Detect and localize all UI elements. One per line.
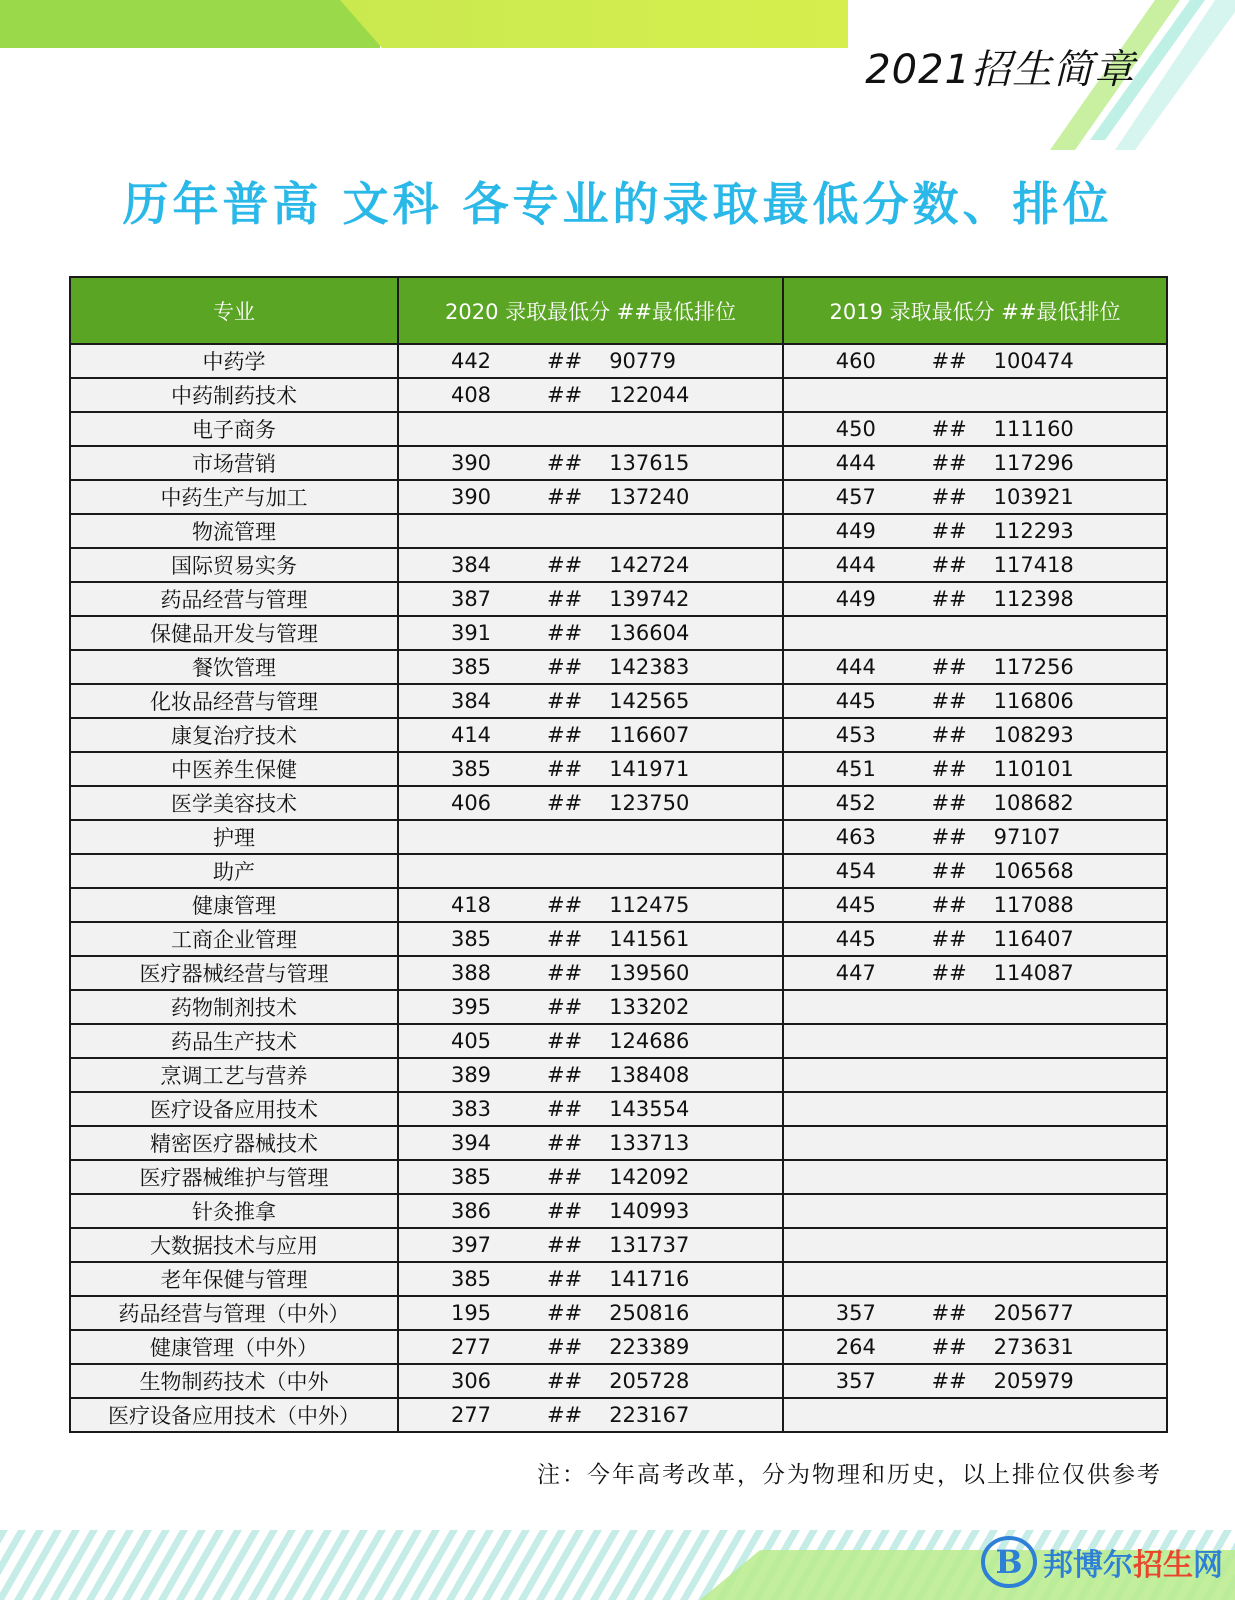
y2020-cell	[398, 854, 783, 888]
separator: ##	[547, 621, 583, 645]
y2020-cell	[398, 1194, 783, 1228]
y2020-cell	[398, 1058, 783, 1092]
separator: ##	[931, 451, 967, 475]
major-name-cell: 医疗器械维护与管理	[70, 1160, 398, 1194]
separator: ##	[547, 1403, 583, 1427]
separator: ##	[931, 689, 967, 713]
min-rank: 110101	[993, 757, 1074, 781]
logo-letter: B	[995, 1543, 1023, 1581]
y2020-cell	[398, 378, 783, 412]
min-score: 442	[450, 349, 492, 373]
min-rank: 123750	[609, 791, 690, 815]
y2020-cell	[398, 480, 783, 514]
separator: ##	[547, 1199, 583, 1223]
min-rank: 205979	[993, 1369, 1074, 1393]
separator: ##	[931, 1301, 967, 1325]
y2019-cell	[783, 1398, 1167, 1432]
major-name-cell: 健康管理	[70, 888, 398, 922]
separator: ##	[931, 791, 967, 815]
major-name-cell: 中药制药技术	[70, 378, 398, 412]
major-name-cell: 市场营销	[70, 446, 398, 480]
separator: ##	[931, 1335, 967, 1359]
y2019-cell	[783, 922, 1167, 956]
min-rank: 139560	[609, 961, 690, 985]
y2019-cell	[783, 786, 1167, 820]
y2019-cell	[783, 820, 1167, 854]
footnote: 注：今年高考改革，分为物理和历史，以上排位仅供参考	[537, 1462, 1162, 1488]
min-score: 388	[450, 961, 492, 985]
separator: ##	[547, 383, 583, 407]
table-row	[70, 922, 1167, 956]
min-rank: 108682	[993, 791, 1074, 815]
y2019-cell	[783, 718, 1167, 752]
separator: ##	[547, 927, 583, 951]
table-row	[70, 480, 1167, 514]
table-row	[70, 1092, 1167, 1126]
y2019-cell	[783, 514, 1167, 548]
y2020-cell	[398, 956, 783, 990]
major-name-cell: 生物制药技术（中外	[70, 1364, 398, 1398]
min-rank: 133202	[609, 995, 690, 1019]
separator: ##	[931, 859, 967, 883]
table-row	[70, 820, 1167, 854]
y2020-cell	[398, 412, 783, 446]
min-rank: 116607	[609, 723, 690, 747]
y2020-cell	[398, 1126, 783, 1160]
y2019-cell	[783, 616, 1167, 650]
y2019-cell	[783, 1194, 1167, 1228]
y2019-cell	[783, 548, 1167, 582]
min-score: 195	[450, 1301, 492, 1325]
table-row	[70, 548, 1167, 582]
major-name-cell: 国际贸易实务	[70, 548, 398, 582]
separator: ##	[931, 961, 967, 985]
min-rank: 112293	[993, 519, 1074, 543]
separator: ##	[547, 791, 583, 815]
min-rank: 250816	[609, 1301, 690, 1325]
min-rank: 131737	[609, 1233, 690, 1257]
table-row	[70, 956, 1167, 990]
separator: ##	[931, 723, 967, 747]
min-rank: 142383	[609, 655, 690, 679]
separator: ##	[547, 655, 583, 679]
header-major: 专业	[70, 277, 398, 344]
table-row	[70, 786, 1167, 820]
min-rank: 141561	[609, 927, 690, 951]
y2020-cell	[398, 616, 783, 650]
y2020-cell	[398, 990, 783, 1024]
admission-score-table	[69, 276, 1168, 1433]
y2020-cell	[398, 344, 783, 378]
table-row	[70, 1228, 1167, 1262]
min-score: 385	[450, 1267, 492, 1291]
table-row	[70, 446, 1167, 480]
min-score: 385	[450, 927, 492, 951]
min-rank: 117418	[993, 553, 1074, 577]
major-name-cell: 药物制剂技术	[70, 990, 398, 1024]
major-name-cell: 物流管理	[70, 514, 398, 548]
major-name-cell: 医学美容技术	[70, 786, 398, 820]
y2019-cell	[783, 1364, 1167, 1398]
min-score: 395	[450, 995, 492, 1019]
min-rank: 142724	[609, 553, 690, 577]
y2020-cell	[398, 1228, 783, 1262]
min-score: 451	[835, 757, 876, 781]
separator: ##	[931, 587, 967, 611]
major-name-cell: 中药学	[70, 344, 398, 378]
separator: ##	[547, 1131, 583, 1155]
major-name-cell: 针灸推拿	[70, 1194, 398, 1228]
table-row	[70, 412, 1167, 446]
min-rank: 139742	[609, 587, 690, 611]
min-rank: 133713	[609, 1131, 690, 1155]
table-row	[70, 990, 1167, 1024]
min-rank: 108293	[993, 723, 1074, 747]
min-score: 383	[450, 1097, 492, 1121]
y2019-cell	[783, 1160, 1167, 1194]
min-score: 460	[835, 349, 876, 373]
separator: ##	[547, 1063, 583, 1087]
major-name-cell: 电子商务	[70, 412, 398, 446]
y2020-cell	[398, 1092, 783, 1126]
table-row	[70, 1364, 1167, 1398]
min-score: 405	[450, 1029, 492, 1053]
table-row	[70, 582, 1167, 616]
min-rank: 124686	[609, 1029, 690, 1053]
y2019-cell	[783, 344, 1167, 378]
min-score: 445	[835, 893, 876, 917]
separator: ##	[931, 349, 967, 373]
table-row	[70, 888, 1167, 922]
y2019-cell	[783, 650, 1167, 684]
min-score: 384	[450, 553, 492, 577]
separator: ##	[931, 519, 967, 543]
watermark-text-tail: 网	[1193, 1548, 1223, 1583]
y2019-cell	[783, 956, 1167, 990]
min-score: 389	[450, 1063, 492, 1087]
separator: ##	[547, 1233, 583, 1257]
min-rank: 112398	[993, 587, 1074, 611]
y2020-cell	[398, 1398, 783, 1432]
min-rank: 111160	[993, 417, 1074, 441]
y2020-cell	[398, 446, 783, 480]
major-name-cell: 化妆品经营与管理	[70, 684, 398, 718]
table-row	[70, 514, 1167, 548]
y2019-cell	[783, 1092, 1167, 1126]
y2019-cell	[783, 412, 1167, 446]
b-logo-icon	[981, 1534, 1037, 1590]
min-rank: 116407	[993, 927, 1074, 951]
min-score: 447	[835, 961, 876, 985]
major-name-cell: 精密医疗器械技术	[70, 1126, 398, 1160]
separator: ##	[547, 757, 583, 781]
min-score: 457	[835, 485, 876, 509]
major-name-cell: 护理	[70, 820, 398, 854]
y2020-cell	[398, 1296, 783, 1330]
min-score: 264	[835, 1335, 876, 1359]
table-row	[70, 1296, 1167, 1330]
y2019-cell	[783, 854, 1167, 888]
min-score: 387	[450, 587, 492, 611]
site-watermark	[981, 1534, 1223, 1590]
table-row	[70, 616, 1167, 650]
min-rank: 223167	[609, 1403, 690, 1427]
min-score: 444	[835, 655, 876, 679]
y2019-cell	[783, 1262, 1167, 1296]
separator: ##	[931, 553, 967, 577]
y2020-cell	[398, 684, 783, 718]
y2019-cell	[783, 684, 1167, 718]
min-rank: 114087	[993, 961, 1074, 985]
y2019-cell	[783, 990, 1167, 1024]
min-score: 450	[835, 417, 876, 441]
y2020-cell	[398, 718, 783, 752]
table-row	[70, 1058, 1167, 1092]
min-score: 454	[835, 859, 876, 883]
separator: ##	[547, 689, 583, 713]
major-name-cell: 医疗设备应用技术	[70, 1092, 398, 1126]
min-score: 449	[835, 519, 876, 543]
y2019-cell	[783, 1296, 1167, 1330]
min-rank: 106568	[993, 859, 1074, 883]
separator: ##	[931, 825, 967, 849]
table-row	[70, 854, 1167, 888]
min-score: 444	[835, 553, 876, 577]
min-rank: 223389	[609, 1335, 690, 1359]
min-rank: 103921	[993, 485, 1074, 509]
min-rank: 141716	[609, 1267, 690, 1291]
min-rank: 117296	[993, 451, 1074, 475]
min-score: 357	[835, 1301, 876, 1325]
min-score: 406	[450, 791, 492, 815]
separator: ##	[931, 893, 967, 917]
separator: ##	[547, 1097, 583, 1121]
y2019-cell	[783, 1330, 1167, 1364]
min-rank: 142092	[609, 1165, 690, 1189]
table-row	[70, 378, 1167, 412]
table-row	[70, 1398, 1167, 1432]
separator: ##	[547, 893, 583, 917]
table-row	[70, 344, 1167, 378]
min-score: 385	[450, 655, 492, 679]
min-rank: 137240	[609, 485, 690, 509]
separator: ##	[547, 1165, 583, 1189]
separator: ##	[547, 1029, 583, 1053]
min-score: 391	[450, 621, 492, 645]
table-row	[70, 1160, 1167, 1194]
separator: ##	[547, 485, 583, 509]
table-row	[70, 1330, 1167, 1364]
separator: ##	[547, 995, 583, 1019]
min-score: 385	[450, 1165, 492, 1189]
major-name-cell: 药品经营与管理（中外）	[70, 1296, 398, 1330]
brochure-year-title: 2021招生简章	[865, 47, 1135, 93]
min-score: 394	[450, 1131, 492, 1155]
min-score: 444	[835, 451, 876, 475]
min-rank: 90779	[609, 349, 676, 373]
y2020-cell	[398, 820, 783, 854]
min-score: 452	[835, 791, 876, 815]
y2020-cell	[398, 1160, 783, 1194]
table-row	[70, 1194, 1167, 1228]
min-score: 385	[450, 757, 492, 781]
min-rank: 205728	[609, 1369, 690, 1393]
separator: ##	[547, 1369, 583, 1393]
min-rank: 143554	[609, 1097, 690, 1121]
y2019-cell	[783, 1228, 1167, 1262]
header-2019: 2019 录取最低分 ##最低排位	[783, 277, 1167, 344]
major-name-cell: 烹调工艺与营养	[70, 1058, 398, 1092]
min-score: 397	[450, 1233, 492, 1257]
separator: ##	[547, 961, 583, 985]
min-rank: 100474	[993, 349, 1074, 373]
y2020-cell	[398, 888, 783, 922]
y2019-cell	[783, 446, 1167, 480]
y2020-cell	[398, 582, 783, 616]
separator: ##	[547, 723, 583, 747]
min-rank: 205677	[993, 1301, 1074, 1325]
min-score: 384	[450, 689, 492, 713]
min-score: 390	[450, 485, 492, 509]
min-rank: 117088	[993, 893, 1074, 917]
top-color-band	[0, 0, 848, 48]
min-rank: 116806	[993, 689, 1074, 713]
major-name-cell: 餐饮管理	[70, 650, 398, 684]
y2019-cell	[783, 888, 1167, 922]
watermark-text-blue: 邦博尔	[1043, 1548, 1133, 1583]
y2020-cell	[398, 548, 783, 582]
min-score: 357	[835, 1369, 876, 1393]
min-score: 453	[835, 723, 876, 747]
min-score: 418	[450, 893, 492, 917]
page-title: 历年普高 文科 各专业的录取最低分数、排位	[122, 177, 1113, 231]
table-row	[70, 684, 1167, 718]
min-score: 390	[450, 451, 492, 475]
y2019-cell	[783, 480, 1167, 514]
separator: ##	[547, 1335, 583, 1359]
y2020-cell	[398, 1024, 783, 1058]
min-rank: 97107	[993, 825, 1061, 849]
major-name-cell: 助产	[70, 854, 398, 888]
table-row	[70, 1126, 1167, 1160]
y2019-cell	[783, 582, 1167, 616]
major-name-cell: 康复治疗技术	[70, 718, 398, 752]
min-rank: 112475	[609, 893, 690, 917]
separator: ##	[931, 757, 967, 781]
separator: ##	[931, 1369, 967, 1393]
separator: ##	[547, 553, 583, 577]
watermark-text-red: 招生	[1133, 1548, 1193, 1583]
min-score: 386	[450, 1199, 492, 1223]
header-2020: 2020 录取最低分 ##最低排位	[398, 277, 783, 344]
major-name-cell: 中药生产与加工	[70, 480, 398, 514]
y2019-cell	[783, 1126, 1167, 1160]
min-rank: 142565	[609, 689, 690, 713]
y2020-cell	[398, 650, 783, 684]
separator: ##	[547, 1267, 583, 1291]
min-rank: 117256	[993, 655, 1074, 679]
min-rank: 122044	[609, 383, 690, 407]
major-name-cell: 药品生产技术	[70, 1024, 398, 1058]
min-score: 445	[835, 689, 876, 713]
major-name-cell: 大数据技术与应用	[70, 1228, 398, 1262]
min-score: 306	[450, 1369, 492, 1393]
y2020-cell	[398, 786, 783, 820]
top-band-green	[0, 0, 380, 48]
min-rank: 141971	[609, 757, 690, 781]
table-header-row	[70, 277, 1167, 344]
separator: ##	[931, 417, 967, 441]
min-score: 414	[450, 723, 492, 747]
y2020-cell	[398, 1364, 783, 1398]
min-rank: 273631	[993, 1335, 1074, 1359]
y2019-cell	[783, 378, 1167, 412]
y2020-cell	[398, 1330, 783, 1364]
table-row	[70, 1024, 1167, 1058]
y2019-cell	[783, 1058, 1167, 1092]
major-name-cell: 药品经营与管理	[70, 582, 398, 616]
min-score: 445	[835, 927, 876, 951]
min-score: 408	[450, 383, 492, 407]
y2019-cell	[783, 1024, 1167, 1058]
y2020-cell	[398, 1262, 783, 1296]
separator: ##	[931, 485, 967, 509]
min-score: 277	[450, 1403, 492, 1427]
y2019-cell	[783, 752, 1167, 786]
major-name-cell: 老年保健与管理	[70, 1262, 398, 1296]
table-row	[70, 718, 1167, 752]
min-score: 277	[450, 1335, 492, 1359]
separator: ##	[931, 927, 967, 951]
major-name-cell: 工商企业管理	[70, 922, 398, 956]
min-score: 463	[835, 825, 876, 849]
table-row	[70, 752, 1167, 786]
separator: ##	[547, 349, 583, 373]
min-rank: 140993	[609, 1199, 690, 1223]
separator: ##	[547, 451, 583, 475]
y2020-cell	[398, 514, 783, 548]
min-rank: 136604	[609, 621, 690, 645]
separator: ##	[547, 587, 583, 611]
min-rank: 137615	[609, 451, 690, 475]
watermark-text	[1043, 1540, 1223, 1584]
top-band-lime	[340, 0, 848, 48]
separator: ##	[547, 1301, 583, 1325]
table-row	[70, 650, 1167, 684]
major-name-cell: 健康管理（中外）	[70, 1330, 398, 1364]
separator: ##	[931, 655, 967, 679]
table-row	[70, 1262, 1167, 1296]
major-name-cell: 保健品开发与管理	[70, 616, 398, 650]
y2020-cell	[398, 752, 783, 786]
major-name-cell: 医疗器械经营与管理	[70, 956, 398, 990]
major-name-cell: 中医养生保健	[70, 752, 398, 786]
major-name-cell: 医疗设备应用技术（中外）	[70, 1398, 398, 1432]
min-rank: 138408	[609, 1063, 690, 1087]
min-score: 449	[835, 587, 876, 611]
y2020-cell	[398, 922, 783, 956]
